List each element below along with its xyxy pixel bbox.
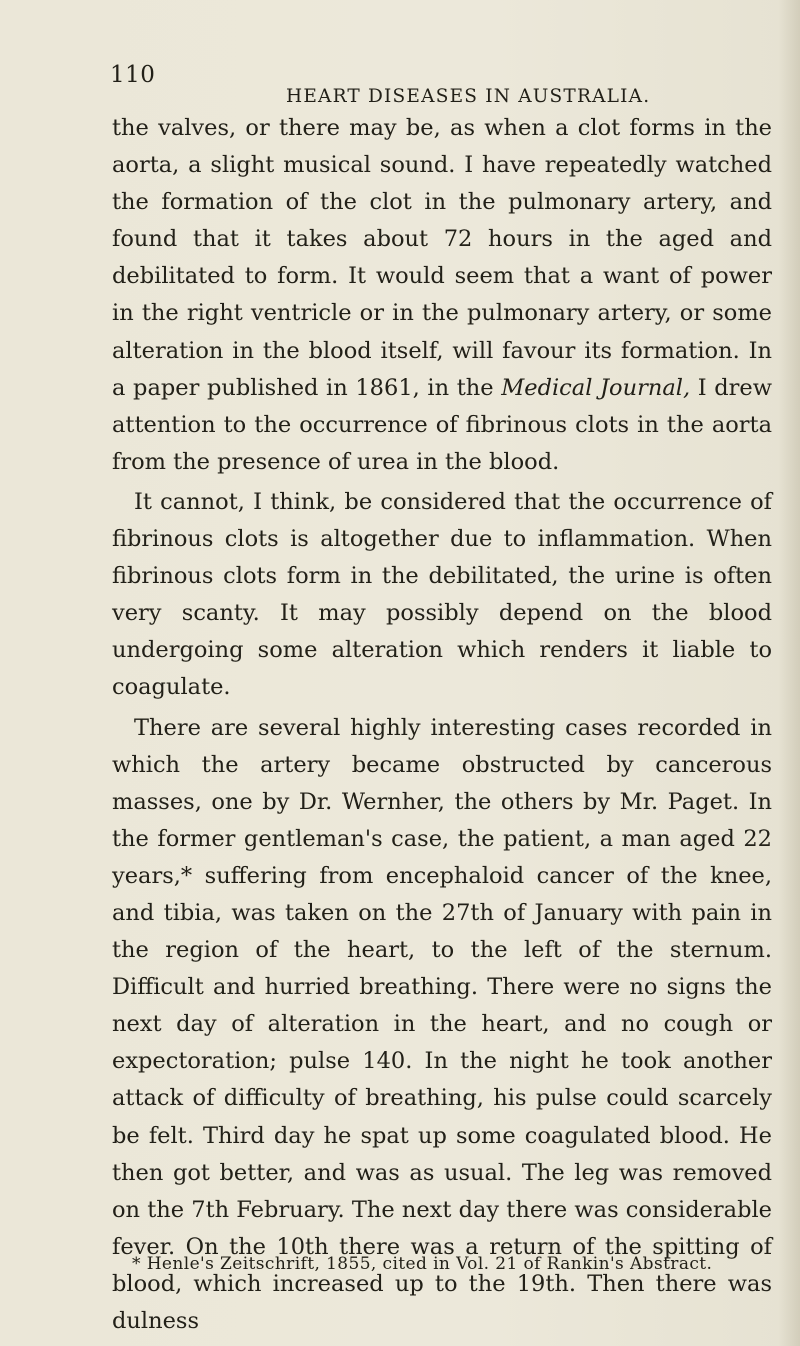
page-number: 110 [110,62,156,88]
journal-title: Medical Journal, [501,374,691,401]
paragraph-1-text-b: I drew attention to the occurrence of fibrinous clots in the aorta from the presence of urea in the blood. [112,374,772,475]
footnote: * Henle's Zeitschrift, 1855, cited in Vol. 21 of Rankin's Abstract. [132,1254,713,1274]
paragraph-3: There are several highly interesting cases recorded in which the artery became obstructed by cancerous masses, one by Dr. Wernher, the others by Mr. Paget. In the former gentleman's case, the patient, a man aged 22 years,* suffering from encephaloid cancer of the knee, and tibia, was taken on the 27th of January with pain in the region of the heart, to the left of the sternum. Difficult and hurried breathing. There were no signs the next day of alteration in the heart, and no cough or expectoration; pulse 140. In the night he took another attack of difficulty of breathing, his pulse could scarcely be felt. Third day he spat up some coagulated blood. He then got better, and was as usual. The leg was removed on the 7th February. The next day there was considerable fever. On the 10th there was a return of the spitting of blood, which increased up to the 19th. Then there was dulness [112,714,772,1334]
body-text [112,110,772,1340]
paragraph-2: It cannot, I think, be considered that the occurrence of fibrinous clots is altogether due to inflammation. When fibrinous clots form in the debilitated, the urine is often very scanty. It may possibly depend on the blood undergoing some alteration which renders it liable to coagulate. [112,488,772,701]
paragraph-1-text-a: the valves, or there may be, as when a clot forms in the aorta, a slight musical sound. I have repeatedly watched the formation of the clot in the pulmonary artery, and found that it takes about 72 hours in the aged and debilitated to form. It would seem that a want of power in the right ventricle or in the pulmonary artery, or some alteration in the blood itself, will favour its formation. In a paper published in 1861, in the [112,115,772,401]
paragraph-1 [112,110,772,481]
running-head: HEART DISEASES IN AUSTRALIA. [286,86,651,107]
page-edge-shadow [778,0,800,1346]
